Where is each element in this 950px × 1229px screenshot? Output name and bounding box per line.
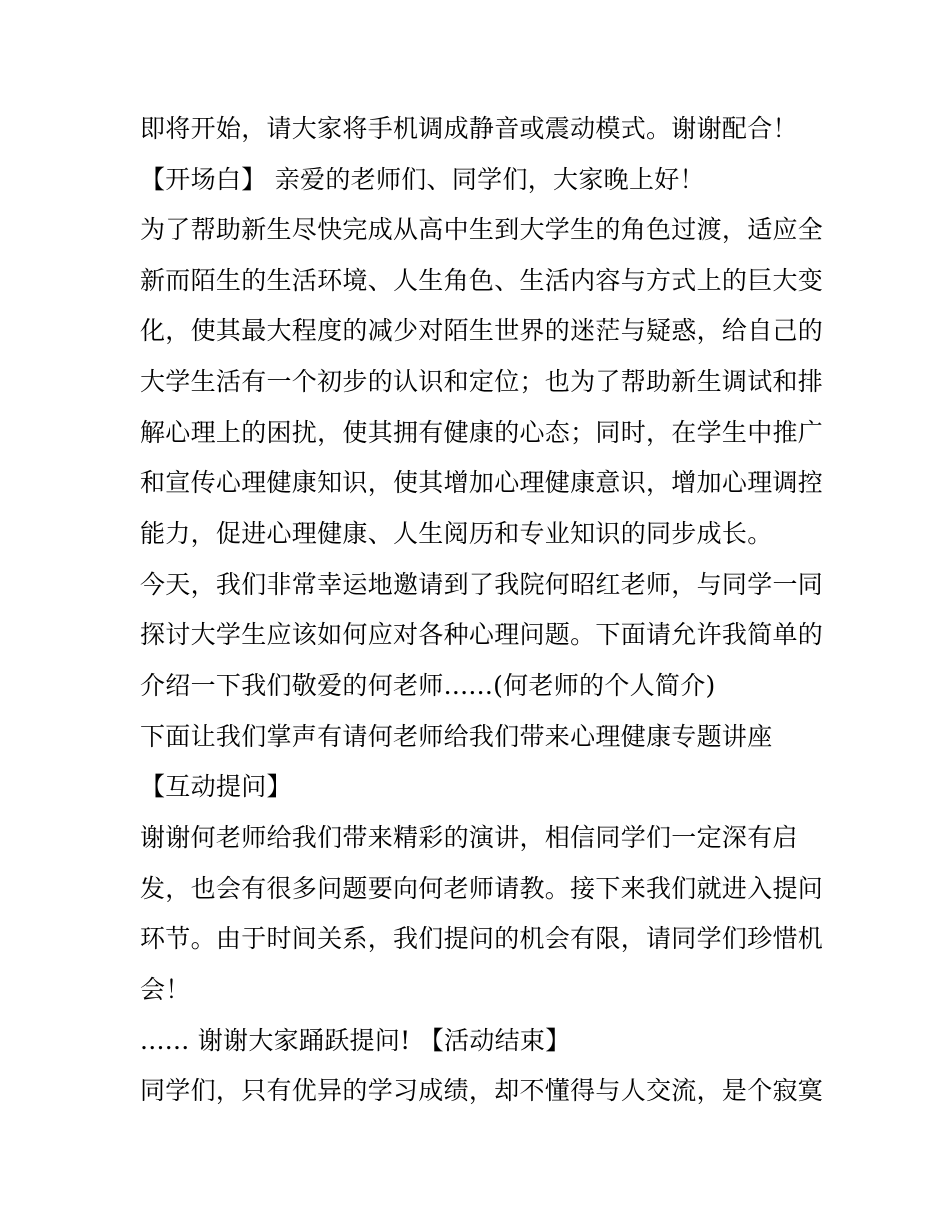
text-line: 环节。由于时间关系，我们提问的机会有限，请同学们珍惜机 — [140, 924, 824, 953]
text-line: ...... 谢谢大家踊跃提问! 【活动结束】 — [140, 1026, 571, 1055]
text-line: 化，使其最大程度的减少对陌生世界的迷茫与疑惑，给自己的 — [140, 316, 824, 345]
text-line: 同学们，只有优异的学习成绩，却不懂得与人交流，是个寂寞 — [140, 1076, 824, 1105]
text-line: 和宣传心理健康知识，使其增加心理健康意识，增加心理调控 — [140, 468, 824, 497]
section-heading: 【互动提问】 — [140, 772, 292, 801]
text-line: 即将开始，请大家将手机调成静音或震动模式。谢谢配合！ — [140, 114, 798, 143]
text-line: 新而陌生的生活环境、人生角色、生活内容与方式上的巨大变 — [140, 266, 824, 295]
text-line: 发，也会有很多问题要向何老师请教。接下来我们就进入提问 — [140, 874, 824, 903]
text-line: 能力，促进心理健康、人生阅历和专业知识的同步成长。 — [140, 519, 773, 548]
text-line: 【开场白】 亲爱的老师们、同学们，大家晚上好！ — [140, 165, 705, 194]
text-line: 为了帮助新生尽快完成从高中生到大学生的角色过渡，适应全 — [140, 215, 824, 244]
text-line: 下面让我们掌声有请何老师给我们带来心理健康专题讲座 — [140, 722, 773, 751]
text-line: 大学生活有一个初步的认识和定位；也为了帮助新生调试和排 — [140, 367, 824, 396]
text-line: 解心理上的困扰，使其拥有健康的心态；同时，在学生中推广 — [140, 418, 824, 447]
text-line: 谢谢何老师给我们带来精彩的演讲，相信同学们一定深有启 — [140, 823, 798, 852]
text-line: 探讨大学生应该如何应对各种心理问题。下面请允许我简单的 — [140, 620, 824, 649]
text-line: 介绍一下我们敬爱的何老师......(何老师的个人简介) — [140, 671, 716, 700]
text-line: 会！ — [140, 975, 191, 1004]
text-line: 今天，我们非常幸运地邀请到了我院何昭红老师，与同学一同 — [140, 570, 824, 599]
